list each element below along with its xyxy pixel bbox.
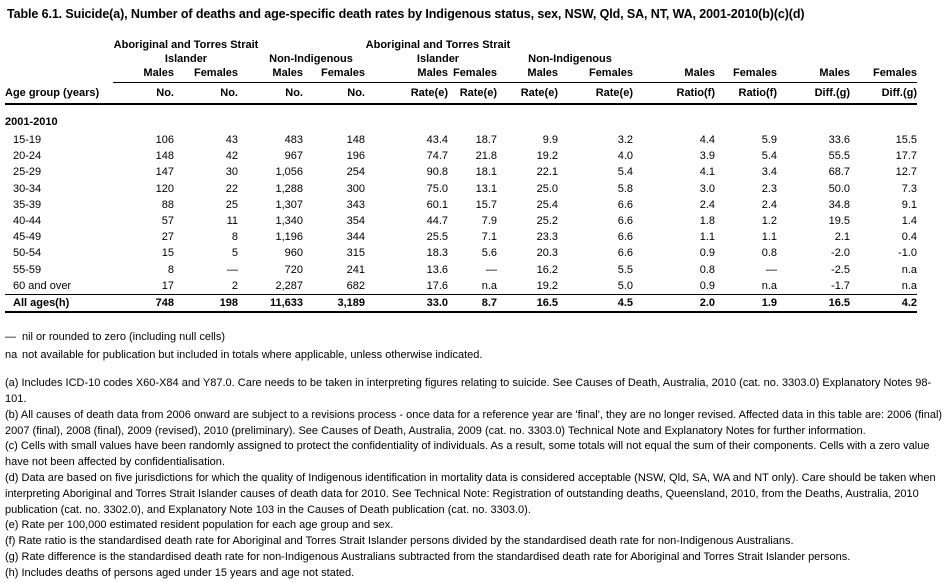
period-section-label: 2001-2010	[5, 116, 58, 128]
table-cell: 2.0	[633, 295, 715, 313]
table-cell: 2	[231, 279, 238, 292]
table-cell: 18.7	[475, 134, 497, 146]
table-cell: 7.9	[481, 215, 497, 228]
table-cell: 19.2	[536, 150, 558, 163]
table-cell: —	[486, 263, 497, 276]
table-cell: 4.0	[617, 150, 633, 163]
table-cell: 147	[155, 166, 174, 179]
table-row	[5, 181, 917, 197]
table-cell: 22	[225, 182, 238, 195]
period-section-row	[5, 104, 917, 132]
age-group-label: 50-54	[13, 247, 42, 260]
table-cell: 0.4	[901, 231, 917, 244]
table-cell: 3.0	[699, 182, 715, 195]
table-cell: 6.6	[617, 247, 633, 260]
table-cell: 33.0	[365, 295, 448, 313]
table-cell: 6.6	[617, 198, 633, 211]
table-body	[5, 104, 917, 312]
table-cell: -2.5	[831, 263, 850, 276]
measure-header-row	[5, 83, 917, 105]
table-cell: 5.9	[761, 134, 777, 146]
table-row	[5, 132, 917, 148]
table-cell: 22.1	[536, 166, 558, 179]
measure-header: Rate(e)	[497, 83, 558, 105]
table-cell: 1,340	[275, 215, 303, 228]
table-cell: 11	[226, 215, 238, 228]
table-cell: 5.0	[617, 279, 633, 292]
table-row	[5, 295, 917, 313]
table-cell: 2.3	[761, 182, 777, 195]
table-cell: 5.4	[761, 150, 777, 163]
table-cell: 2.4	[761, 198, 777, 211]
table-cell: -1.0	[898, 247, 917, 260]
table-cell: 57	[161, 215, 174, 228]
table-cell: 5	[231, 247, 238, 260]
table-cell: 42	[225, 150, 238, 163]
group-header-spacer	[633, 38, 917, 66]
sex-header: Females	[174, 66, 238, 83]
table-cell: 7.3	[901, 182, 917, 195]
table-cell: 1.9	[715, 295, 777, 313]
table-cell: 19.2	[536, 279, 558, 292]
table-cell: 74.7	[426, 150, 448, 163]
table-cell: 4.5	[558, 295, 633, 313]
table-cell: 68.7	[828, 166, 850, 179]
table-cell: 75.0	[426, 182, 448, 195]
table-cell: 0.8	[699, 263, 715, 276]
table-cell: 1.4	[901, 215, 917, 228]
table-cell: 16.5	[497, 295, 558, 313]
sex-header: Females	[850, 66, 917, 83]
table-cell: 13.1	[475, 182, 497, 195]
col-group-nonindigenous-rates: Non-Indigenous	[528, 53, 612, 65]
table-cell: 55.5	[828, 150, 850, 163]
measure-header: No.	[238, 83, 303, 105]
table-cell: 4.4	[699, 134, 715, 146]
measure-header: Rate(e)	[558, 83, 633, 105]
table-cell: 4.1	[699, 166, 715, 179]
table-cell: -2.0	[831, 247, 850, 260]
table-cell: 748	[113, 295, 174, 313]
sex-header: Females	[715, 66, 777, 83]
measure-header: Diff.(g)	[777, 83, 850, 105]
table-cell: 90.8	[426, 166, 448, 179]
sex-header: Males	[633, 66, 715, 83]
table-cell: 3.4	[761, 166, 777, 179]
age-group-label: 60 and over	[13, 279, 72, 292]
age-group-label: All ages(h)	[5, 295, 113, 313]
table-cell: 241	[346, 263, 365, 276]
table-cell: 7.1	[481, 231, 497, 244]
table-cell: 9.1	[901, 198, 917, 211]
footnote: (h) Includes deaths of persons aged under 15 years and age not stated.	[5, 566, 355, 579]
measure-header: Ratio(f)	[715, 83, 777, 105]
table-cell: 1,056	[275, 166, 303, 179]
table-row	[5, 197, 917, 213]
group-header-spacer	[5, 38, 113, 66]
table-cell: 17.6	[426, 279, 448, 292]
measure-header: No.	[113, 83, 174, 105]
table-cell: 300	[346, 182, 365, 195]
table-cell: 25.4	[536, 198, 558, 211]
table-cell: 148	[346, 134, 365, 146]
age-group-label: 15-19	[13, 134, 42, 146]
table-cell: 0.8	[761, 247, 777, 260]
table-cell: 682	[346, 279, 365, 292]
footnotes	[5, 376, 943, 581]
table-row	[5, 245, 917, 261]
table-cell: 8.7	[448, 295, 497, 313]
table-cell: 12.7	[895, 166, 917, 179]
table-cell: 5.6	[481, 247, 497, 260]
age-group-label: 45-49	[13, 231, 42, 244]
footnote: (e) Rate per 100,000 estimated resident population for each age group and sex.	[5, 519, 394, 532]
age-group-label: 30-34	[13, 182, 42, 195]
table-row	[5, 164, 917, 180]
table-cell: 19.5	[828, 215, 850, 228]
sex-header-row	[5, 66, 917, 83]
table-cell: 3.9	[699, 150, 715, 163]
table-cell: 4.2	[850, 295, 917, 313]
table-cell: 17.7	[895, 150, 917, 163]
table-cell: 5.5	[617, 263, 633, 276]
table-cell: 2.1	[834, 231, 850, 244]
table-cell: 1.1	[761, 231, 777, 244]
table-cell: 13.6	[426, 263, 448, 276]
table-cell: 5.8	[617, 182, 633, 195]
footnote: (a) Includes ICD-10 codes X60-X84 and Y87.0. Care needs to be taken in interpreting figures relating to suicide. See Causes of Death, Australia, 2010 (cat. no. 3303.0) Explanatory Notes 98-101.	[5, 377, 932, 406]
col-group-atsi-rates: Aboriginal and Torres Strait Islander	[365, 39, 511, 65]
table-cell: 18.3	[426, 247, 448, 260]
table-cell: 1.1	[699, 231, 715, 244]
col-group-nonindigenous-deaths: Non-Indigenous	[269, 53, 353, 65]
measure-header: Rate(e)	[365, 83, 448, 105]
table-cell: 21.8	[475, 150, 497, 163]
footnote: (g) Rate difference is the standardised death rate for non-Indigenous Australians subtracted from the standardised death rate for Aboriginal and Torres Strait Islander persons.	[5, 551, 851, 563]
table-row	[5, 278, 917, 295]
footnote: (f) Rate ratio is the standardised death rate for Aboriginal and Torres Strait Islander persons divided by the standardised death rate for non-Indigenous Australians.	[5, 535, 794, 548]
legend-line	[5, 346, 942, 364]
measure-header: No.	[174, 83, 238, 105]
table-cell: 1.8	[699, 215, 715, 228]
table-cell: 11,633	[238, 295, 303, 313]
sex-header: Males	[497, 66, 558, 83]
legend-text: not available for publication but included in totals where applicable, unless otherwise indicated.	[22, 349, 483, 362]
footnote: (b) All causes of death data from 2006 onward are subject to a revisions process - once data for a reference year are 'final', they are no longer revised. Affected data in this table are: 2006 (final) 2007 (final), 2008 (final), 2009 (revised), 2010 (preliminary). See Causes of Death, Australia, 2009 (cat. no. 3303.0) Technical Note and Explanatory Notes for further information.	[5, 408, 943, 437]
table-cell: 44.7	[426, 215, 448, 228]
table-cell: 15	[161, 247, 174, 260]
table-row	[5, 213, 917, 229]
sex-header: Females	[448, 66, 497, 83]
table-cell: n.a	[901, 263, 917, 276]
table-cell: 6.6	[617, 231, 633, 244]
table-cell: 1,307	[275, 198, 303, 211]
measure-header: Rate(e)	[448, 83, 497, 105]
sex-header: Males	[365, 66, 448, 83]
table-cell: 27	[161, 231, 174, 244]
table-cell: 6.6	[617, 215, 633, 228]
table-cell: 43	[225, 134, 238, 146]
symbol-legend	[5, 328, 942, 364]
table-cell: 25.2	[536, 215, 558, 228]
table-row	[5, 229, 917, 245]
sex-header: Females	[558, 66, 633, 83]
table-title: Table 6.1. Suicide(a), Number of deaths and age-specific death rates by Indigenous status, sex, NSW, Qld, SA, NT, WA, 2001-2010(b)(c)(d)	[7, 7, 805, 21]
table-cell: 720	[284, 263, 303, 276]
table-cell: n.a	[901, 279, 917, 292]
column-group-header-row	[5, 38, 917, 66]
col-group-atsi-deaths: Aboriginal and Torres Strait Islander	[113, 39, 259, 65]
table-cell: 16.2	[536, 263, 558, 276]
measure-header: No.	[303, 83, 365, 105]
table-cell: 18.1	[475, 166, 497, 179]
sex-header: Females	[303, 66, 365, 83]
table-cell: 23.3	[536, 231, 558, 244]
table-cell: 50.0	[828, 182, 850, 195]
table-cell: 106	[155, 134, 174, 146]
table-cell: 15.7	[475, 198, 497, 211]
table-cell: 967	[284, 150, 303, 163]
table-cell: 25.5	[426, 231, 448, 244]
table-cell: 17	[161, 279, 174, 292]
table-cell: 3,189	[303, 295, 365, 313]
table-cell: 8	[231, 231, 238, 244]
sex-header-spacer	[5, 66, 113, 83]
table-cell: —	[766, 263, 777, 276]
table-cell: 343	[346, 198, 365, 211]
age-group-label: 20-24	[13, 150, 42, 163]
age-group-label: 25-29	[13, 166, 42, 179]
table-cell: 33.6	[828, 134, 850, 146]
table-cell: 25.0	[536, 182, 558, 195]
table-cell: 5.4	[617, 166, 633, 179]
table-cell: 1,288	[275, 182, 303, 195]
sex-header: Males	[777, 66, 850, 83]
age-group-column-header: Age group (years)	[5, 83, 113, 105]
table-cell: 16.5	[777, 295, 850, 313]
table-cell: 196	[346, 150, 365, 163]
table-cell: -1.7	[831, 279, 850, 292]
table-cell: 315	[346, 247, 365, 260]
table-cell: 354	[346, 215, 365, 228]
age-group-label: 55-59	[13, 263, 42, 276]
table-cell: 120	[155, 182, 174, 195]
legend-symbol: —	[5, 331, 16, 344]
table-cell: 2,287	[275, 279, 303, 292]
legend-symbol: na	[5, 349, 18, 362]
table-cell: 8	[167, 263, 174, 276]
footnote: (c) Cells with small values have been randomly assigned to protect the confidentiality of individuals. As a result, some totals will not equal the sum of their components. Cells with a zero value have not been affected by confidentialisation.	[5, 440, 930, 469]
table-cell: 88	[161, 198, 174, 211]
table-cell: 3.2	[617, 134, 633, 146]
age-group-label: 35-39	[13, 198, 42, 211]
table-cell: 2.4	[699, 198, 715, 211]
legend-text: nil or rounded to zero (including null cells)	[22, 331, 225, 344]
table-cell: n.a	[761, 279, 777, 292]
sex-header: Males	[113, 66, 174, 83]
table-cell: 43.4	[426, 134, 448, 146]
table-cell: 1,196	[275, 231, 303, 244]
table-cell: 0.9	[699, 247, 715, 260]
table-cell: 344	[346, 231, 365, 244]
table-cell: 15.5	[895, 134, 917, 146]
sex-header: Males	[238, 66, 303, 83]
table-cell: 25	[225, 198, 238, 211]
table-cell: 60.1	[426, 198, 448, 211]
suicide-statistics-table	[5, 38, 917, 313]
measure-header: Ratio(f)	[633, 83, 715, 105]
table-cell: 198	[174, 295, 238, 313]
table-cell: 30	[225, 166, 238, 179]
table-cell: 148	[155, 150, 174, 163]
table-cell: 960	[284, 247, 303, 260]
table-cell: —	[227, 263, 238, 276]
table-cell: 20.3	[536, 247, 558, 260]
table-cell: n.a	[481, 279, 497, 292]
table-cell: 254	[346, 166, 365, 179]
table-cell: 1.2	[761, 215, 777, 228]
age-group-label: 40-44	[13, 215, 42, 228]
table-cell: 9.9	[542, 134, 558, 146]
legend-line	[5, 328, 942, 346]
table-cell: 34.8	[828, 198, 850, 211]
footnote: (d) Data are based on five jurisdictions for which the quality of Indigenous identification in mortality data is considered acceptable (NSW, Qld, SA, WA and NT only). Care should be taken when interpreting Aboriginal and Torres Strait Islander causes of death data for 2010. See Technical Note: Registration of outstanding deaths, Queensland, 2010, from the Deaths, Australia, 2010 publication (cat. no. 3302.0), and Explanatory Note 103 in the Causes of Death publication (cat. no. 3303.0).	[5, 472, 936, 516]
table-row	[5, 148, 917, 164]
table-row	[5, 262, 917, 278]
measure-header: Diff.(g)	[850, 83, 917, 105]
table-cell: 0.9	[699, 279, 715, 292]
table-cell: 483	[284, 134, 303, 146]
